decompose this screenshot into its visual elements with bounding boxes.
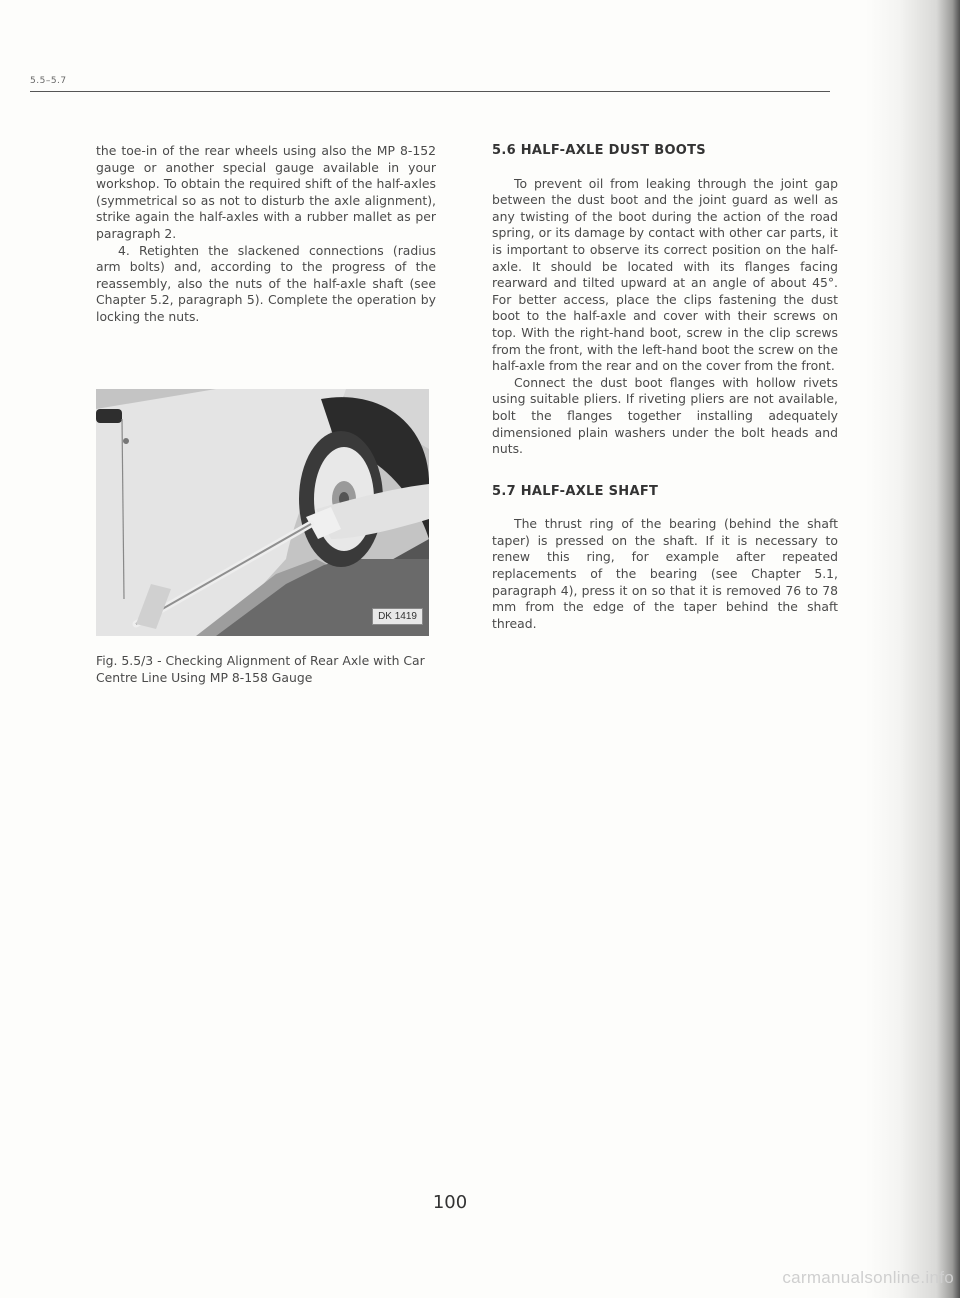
figure-photo <box>96 389 429 636</box>
section-5-6-paragraph-1: To prevent oil from leaking through the joint gap between the dust boot and the joint guard as well as any twisting of the boot during the action of the road spring, or its damage by contact with other car parts, it is important to observe its correct position on the half-axle. It should be located with its flanges facing rearward and tilted upward at an angle of about 45°. For better access, place the clips fastening the dust boot to the half-axle and cover with their screws on top. With the right-hand boot, screw in the clip screws from the front, with the left-hand boot the screw on the half-axle from the rear and on the cover from the front. <box>492 175 838 374</box>
watermark: carmanualsonline.info <box>782 1268 954 1287</box>
running-head: 5.5–5.7 <box>30 76 67 86</box>
left-paragraph-2: 4. Retighten the slackened connections (radius arm bolts) and, according to the progress of the reassembly, also the nuts of the half-axle shaft (see Chapter 5.2, paragraph 5). Complete the operation by locking the nuts. <box>96 242 436 324</box>
left-paragraph-1: the toe-in of the rear wheels using also the MP 8-152 gauge or another special gauge available in your workshop. To obtain the required shift of the half-axles (symmetrical so as not to disturb the axle alignment), strike again the half-axles with a rubber mallet as per paragraph 2. <box>96 143 436 241</box>
page-binding-shadow <box>866 0 960 1298</box>
figure-caption: Fig. 5.5/3 - Checking Alignment of Rear Axle with Car Centre Line Using MP 8-158 Gauge <box>96 653 425 685</box>
section-heading-5-7: 5.7 HALF-AXLE SHAFT <box>492 483 659 499</box>
photo-illustration <box>96 389 429 636</box>
figure-label: DK 1419 <box>372 608 423 625</box>
right-column <box>492 143 838 632</box>
page-number: 100 <box>432 1192 468 1213</box>
section-heading-5-6: 5.6 HALF-AXLE DUST BOOTS <box>492 143 706 158</box>
section-5-7-paragraph-1: The thrust ring of the bearing (behind the shaft taper) is pressed on the shaft. If it is necessary to renew this ring, for example after repeated replacements of the bearing (see Chapter 5.1, paragraph 4), press it on so that it is removed 76 to 78 mm from the edge of the taper behind the shaft thread. <box>492 516 838 631</box>
left-column <box>96 143 436 326</box>
section-5-6-paragraph-2: Connect the dust boot flanges with hollow rivets using suitable pliers. If riveting pliers are not available, bolt the flanges together installing adequately dimensioned plain washers under the bolt heads and nuts. <box>492 374 838 457</box>
header-rule <box>30 91 830 92</box>
